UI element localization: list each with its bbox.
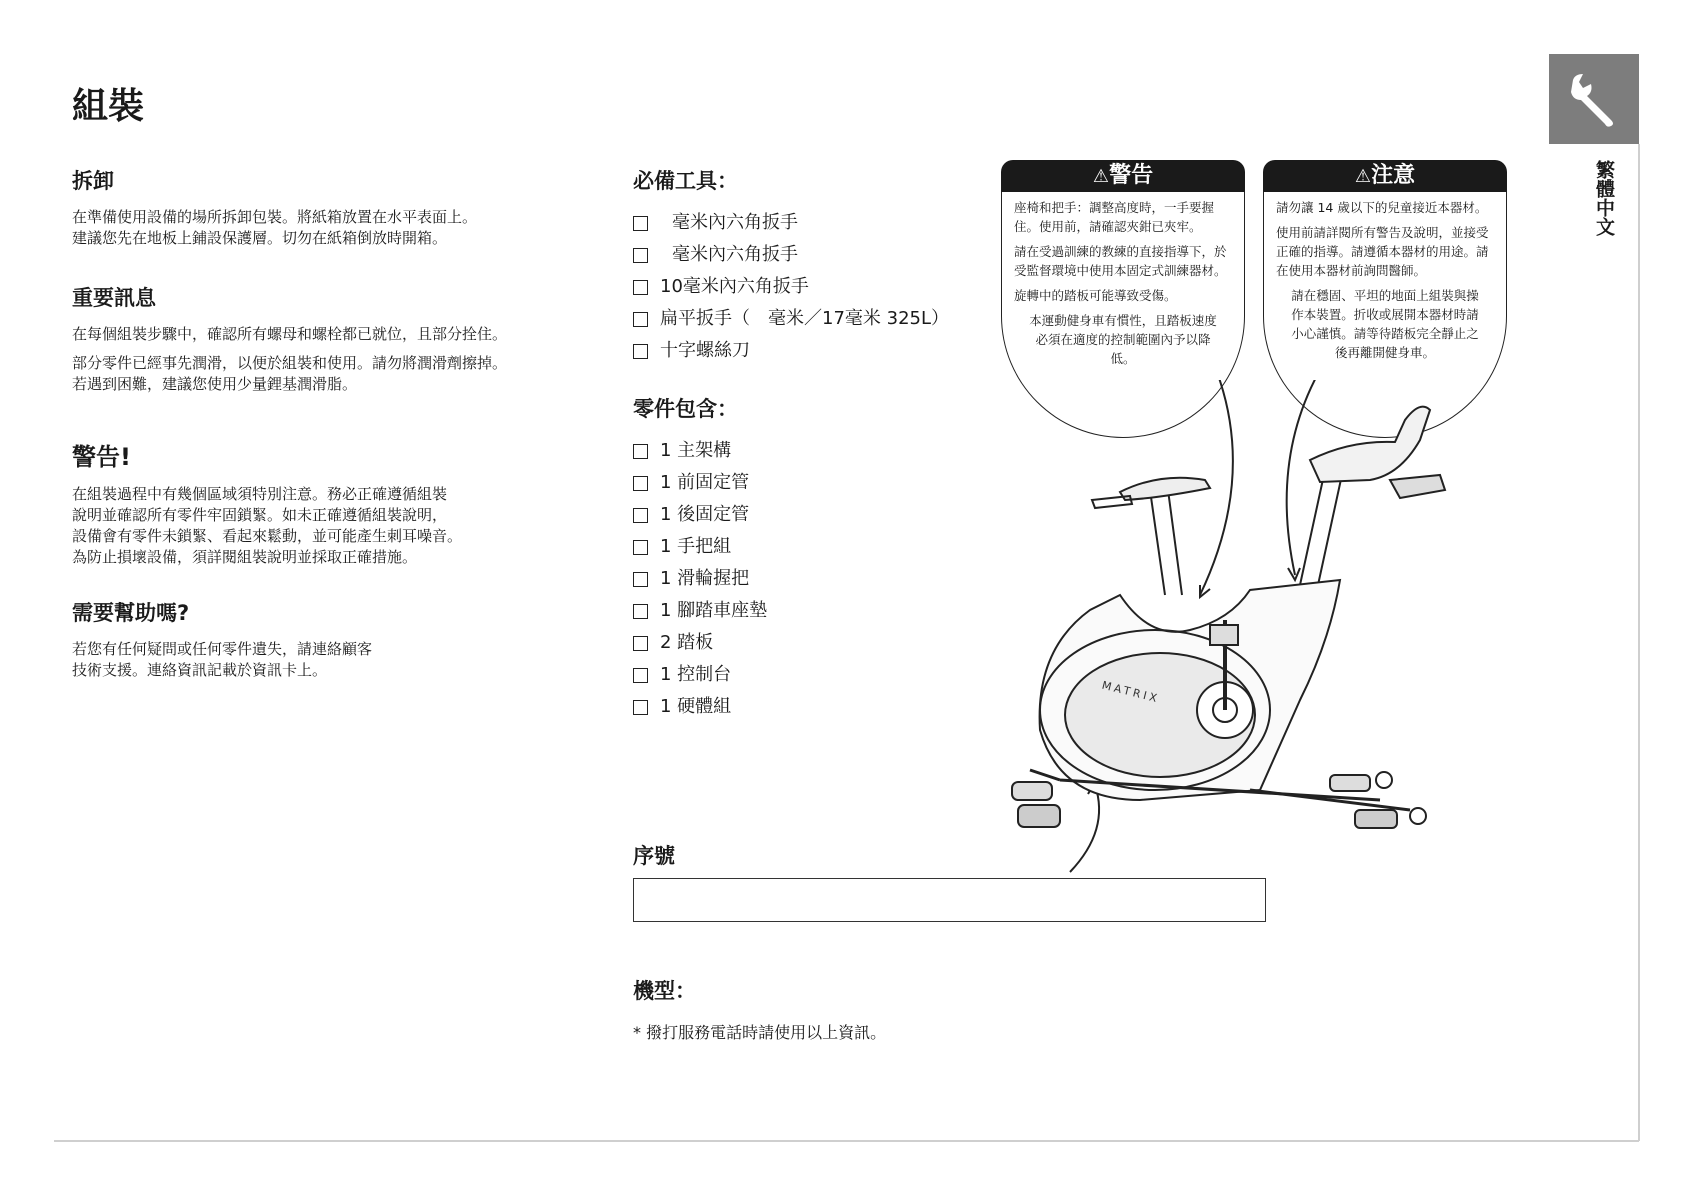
tool-item [633, 335, 993, 367]
part-item [633, 499, 993, 531]
important-p2 [72, 353, 592, 395]
checkbox[interactable] [633, 476, 648, 491]
warning-line: 設備會有零件未鎖緊、看起來鬆動，並可能產生刺耳噪音。 [72, 527, 463, 545]
checkbox[interactable] [633, 668, 648, 683]
pedal-arrow [1070, 785, 1099, 872]
warning-section [72, 437, 592, 576]
warning-line: 說明並確認所有零件牢固鎖緊。如未正確遵循組裝說明， [72, 506, 448, 524]
warning-box-header [1001, 160, 1245, 192]
caution-box-text: 請在穩固、平坦的地面上組裝與操作本裝置。折收或展開本器材時請小心謹慎。請等待踏板完全靜止之後再離開健身車。 [1291, 288, 1479, 360]
tool-label: 10毫米內六角扳手 [660, 276, 809, 297]
front-foot [1330, 775, 1370, 791]
tool-label: 毫米內六角扳手 [672, 244, 798, 265]
important-line: 部分零件已經事先潤滑，以便於組裝和使用。請勿將潤滑劑擦掉。 [72, 354, 508, 372]
tools-list [633, 207, 993, 367]
warning-title: 警告! [72, 443, 131, 471]
warning-line: 在組裝過程中有幾個區域須特別注意。務必正確遵循組裝 [72, 485, 448, 503]
unpacking-line: 在準備使用設備的場所拆卸包裝。將紙箱放置在水平表面上。 [72, 208, 478, 226]
checkbox[interactable] [633, 508, 648, 523]
side-tab-icon-box [1549, 54, 1639, 144]
model-title: 機型： [633, 979, 696, 1003]
warning-box-title: 警告 [1109, 163, 1154, 188]
checkbox[interactable] [633, 344, 648, 359]
part-item [633, 627, 993, 659]
side-divider [1638, 144, 1640, 1141]
model-section [633, 975, 696, 1017]
checkbox[interactable] [633, 216, 648, 231]
part-item [633, 467, 993, 499]
important-p1: 在每個組裝步驟中，確認所有螺母和螺栓都已就位，且部分拴住。 [72, 325, 508, 343]
warning-triangle-icon: ⚠ [1092, 166, 1110, 187]
rear-foot [1012, 782, 1052, 800]
part-item [633, 595, 993, 627]
part-label: 2 踏板 [660, 632, 714, 653]
seat [1120, 478, 1210, 500]
parts-list [633, 435, 993, 723]
unpacking-text [72, 207, 592, 249]
part-label: 1 腳踏車座墊 [660, 600, 768, 621]
checkbox[interactable] [633, 248, 648, 263]
tool-label: 毫米內六角扳手 [672, 212, 798, 233]
part-item [633, 563, 993, 595]
checkbox[interactable] [633, 280, 648, 295]
help-section [72, 597, 592, 689]
part-item [633, 659, 993, 691]
pedal [1210, 625, 1238, 645]
warning-box-text: 旋轉中的踏板可能導致受傷。 [1014, 288, 1177, 303]
handlebar-post [1300, 470, 1343, 585]
help-line: 若您有任何疑問或任何零件遺失，請連絡顧客 [72, 640, 373, 658]
handlebar-grip [1390, 475, 1445, 498]
unpacking-section [72, 165, 592, 257]
unpacking-title: 拆卸 [72, 169, 114, 193]
warning-triangle-icon: ⚠ [1354, 166, 1372, 187]
wrench-icon [1565, 70, 1623, 128]
part-label: 1 滑輪握把 [660, 568, 750, 589]
tool-item [633, 239, 993, 271]
footnote: * 撥打服務電話時請使用以上資訊。 [633, 1023, 887, 1042]
side-tab-label: 繁體中文 [1593, 160, 1615, 236]
warning-line: 為防止損壞設備，須詳閱組裝說明並採取正確措施。 [72, 548, 418, 566]
unpacking-line: 建議您先在地板上鋪設保護層。切勿在紙箱倒放時開箱。 [72, 229, 448, 247]
part-item [633, 531, 993, 563]
checkbox[interactable] [633, 636, 648, 651]
warning-box-text: 請在受過訓練的教練的直接指導下，於受監督環境中使用本固定式訓練器材。 [1014, 244, 1227, 278]
tools-title: 必備工具： [633, 169, 738, 193]
rear-foot [1018, 805, 1060, 827]
tool-label: 扁平扳手（ 毫米／17毫米 325L） [660, 308, 950, 329]
caution-box-title: 注意 [1371, 163, 1416, 188]
caution-box-text: 請勿讓 14 歲以下的兒童接近本器材。 [1276, 200, 1488, 215]
parts-title: 零件包含： [633, 397, 738, 421]
part-label: 1 主架構 [660, 440, 732, 461]
caution-arrow [1287, 380, 1320, 575]
tools-section [633, 165, 993, 367]
transport-wheel [1376, 772, 1392, 788]
warning-box-text: 座椅和把手：調整高度時，一手要握住。使用前，請確認夾鉗已夾牢。 [1014, 200, 1215, 234]
part-label: 1 手把組 [660, 536, 732, 557]
help-text [72, 639, 592, 681]
checkbox[interactable] [633, 540, 648, 555]
tool-item [633, 271, 993, 303]
front-stabilizer [1250, 790, 1410, 810]
checkbox[interactable] [633, 572, 648, 587]
part-label: 1 前固定管 [660, 472, 750, 493]
caution-box-text: 使用前請詳閱所有警告及說明，並接受正確的指導。請遵循本器材的用途。請在使用本器材前詢問醫師。 [1276, 225, 1489, 278]
part-label: 1 硬體組 [660, 696, 732, 717]
serial-number-field[interactable] [633, 878, 1266, 922]
warning-box-text: 本運動健身車有慣性，且踏板速度必須在適度的控制範圍內予以降低。 [1029, 313, 1217, 366]
warning-text [72, 484, 592, 568]
help-line: 技術支援。連絡資訊記載於資訊卡上。 [72, 661, 328, 679]
help-title: 需要幫助嗎? [72, 601, 190, 625]
page-title: 組裝 [72, 86, 145, 127]
important-line: 若遇到困難，建議您使用少量鋰基潤滑脂。 [72, 375, 358, 393]
part-label: 1 後固定管 [660, 504, 750, 525]
tool-label: 十字螺絲刀 [660, 340, 750, 361]
front-foot [1355, 810, 1397, 828]
serial-section [633, 840, 675, 882]
important-title: 重要訊息 [72, 286, 156, 310]
part-label: 1 控制台 [660, 664, 732, 685]
seat-post [1150, 490, 1182, 595]
important-section [72, 282, 592, 403]
serial-title: 序號 [633, 844, 675, 868]
transport-wheel [1410, 808, 1426, 824]
handlebar [1310, 407, 1430, 482]
tool-item [633, 207, 993, 239]
part-item [633, 691, 993, 723]
parts-section [633, 393, 993, 723]
checkbox[interactable] [633, 604, 648, 619]
checkbox[interactable] [633, 312, 648, 327]
caution-box-header [1263, 160, 1507, 192]
bottom-divider [54, 1140, 1639, 1142]
tool-item [633, 303, 993, 335]
bike-illustration [1000, 380, 1450, 880]
checkbox[interactable] [633, 444, 648, 459]
checkbox[interactable] [633, 700, 648, 715]
part-item [633, 435, 993, 467]
brand-label: MATRIX [1100, 678, 1162, 706]
